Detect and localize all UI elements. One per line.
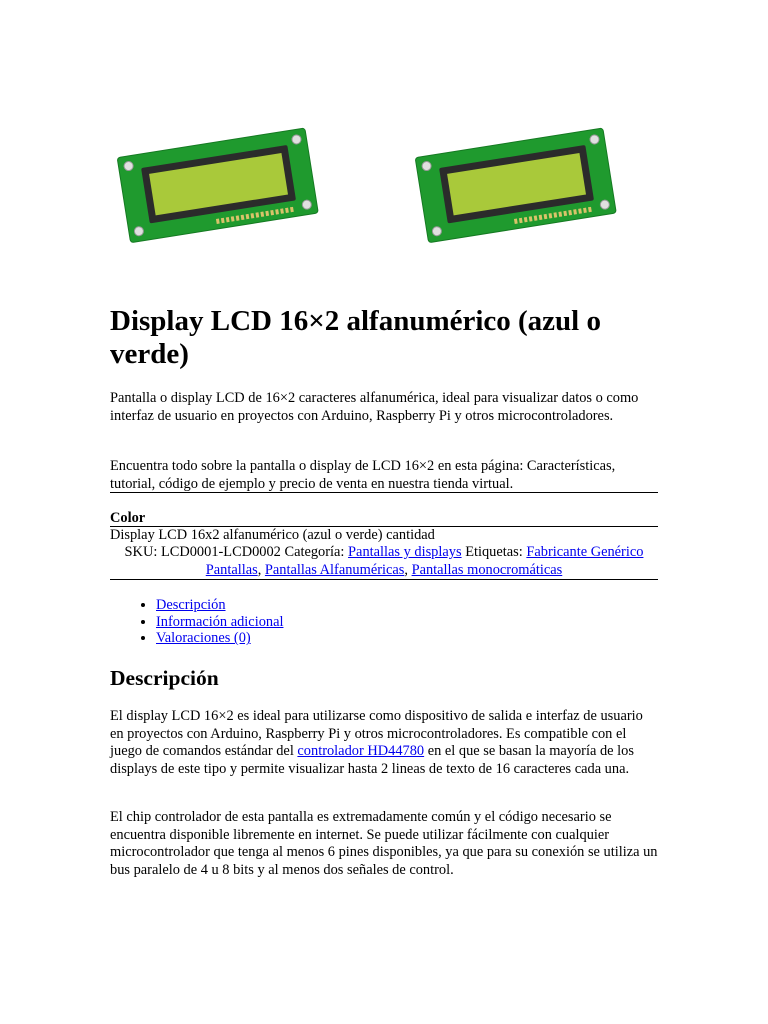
product-meta [110, 544, 658, 579]
description-text: en el que se basan la mayoría de los displays de este tipo y permite visualizar hasta 2 lineas de texto de 16 caracteres cada una. [110, 743, 634, 777]
divider [110, 579, 658, 580]
product-image-right [413, 92, 623, 282]
hd44780-link[interactable]: controlador HD44780 [297, 743, 425, 760]
tags-label: Etiquetas: [465, 544, 523, 560]
quantity-label: Display LCD 16x2 alfanumérico (azul o verde) cantidad [110, 527, 435, 543]
product-tabs [110, 597, 283, 647]
tag-link-monocromaticas[interactable]: Pantallas monocromáticas [411, 561, 563, 578]
divider [110, 492, 658, 493]
lcd-display-green-icon [115, 92, 325, 282]
category-label: Categoría: [284, 544, 345, 560]
tag-link-fabricante[interactable]: Fabricante Genérico Pantallas [205, 544, 644, 578]
tag-separator: , [404, 561, 412, 578]
tag-separator: , [257, 561, 265, 578]
product-intro-2: Encuentra todo sobre la pantalla o display de LCD 16×2 en esta página: Características, tutorial, código de ejemplo y precio de venta en nuestra tienda virtual. [110, 458, 616, 492]
sku-label: SKU: [124, 544, 158, 560]
sku-value: LCD0001-LCD0002 [160, 544, 281, 560]
product-title: Display LCD 16×2 alfanumérico (azul o verde) [110, 305, 601, 370]
color-label: Color [110, 510, 146, 526]
category-link[interactable]: Pantallas y displays [348, 544, 462, 560]
description-text: El display LCD 16×2 es ideal para utilizarse como dispositivo de salida e interfaz de usuario en proyectos con Arduino, Raspberry Pi y otros microcontroladores. Es compatible con el juego de comandos estándar del [110, 708, 643, 760]
tab-item [156, 630, 283, 647]
product-intro: Pantalla o display LCD de 16×2 caracteres alfanumérica, ideal para visualizar datos o como interfaz de usuario en proyectos con Arduino, Raspberry Pi y otros microcontroladores. [110, 390, 639, 424]
description-paragraph-1 [110, 708, 658, 778]
product-image-left [115, 92, 325, 282]
tab-informacion-adicional[interactable]: Información adicional [156, 613, 284, 630]
tab-valoraciones[interactable]: Valoraciones (0) [156, 630, 251, 647]
tab-item [156, 614, 283, 631]
lcd-display-green-icon [413, 92, 623, 282]
description-paragraph-2: El chip controlador de esta pantalla es extremadamente común y el código necesario se encuentra disponible libremente en internet. Se puede utilizar fácilmente con cualquier microcontrolador que tenga al menos 6 pines disponibles, ya que para su conexión se utiliza un bus paralelo de 4 u 8 bits y al menos dos señales de control. [110, 809, 658, 878]
description-heading: Descripción [110, 666, 219, 690]
tab-descripcion[interactable]: Descripción [156, 597, 226, 613]
tag-link-alfanumericas[interactable]: Pantallas Alfanuméricas [264, 561, 405, 578]
tab-item [156, 597, 283, 614]
